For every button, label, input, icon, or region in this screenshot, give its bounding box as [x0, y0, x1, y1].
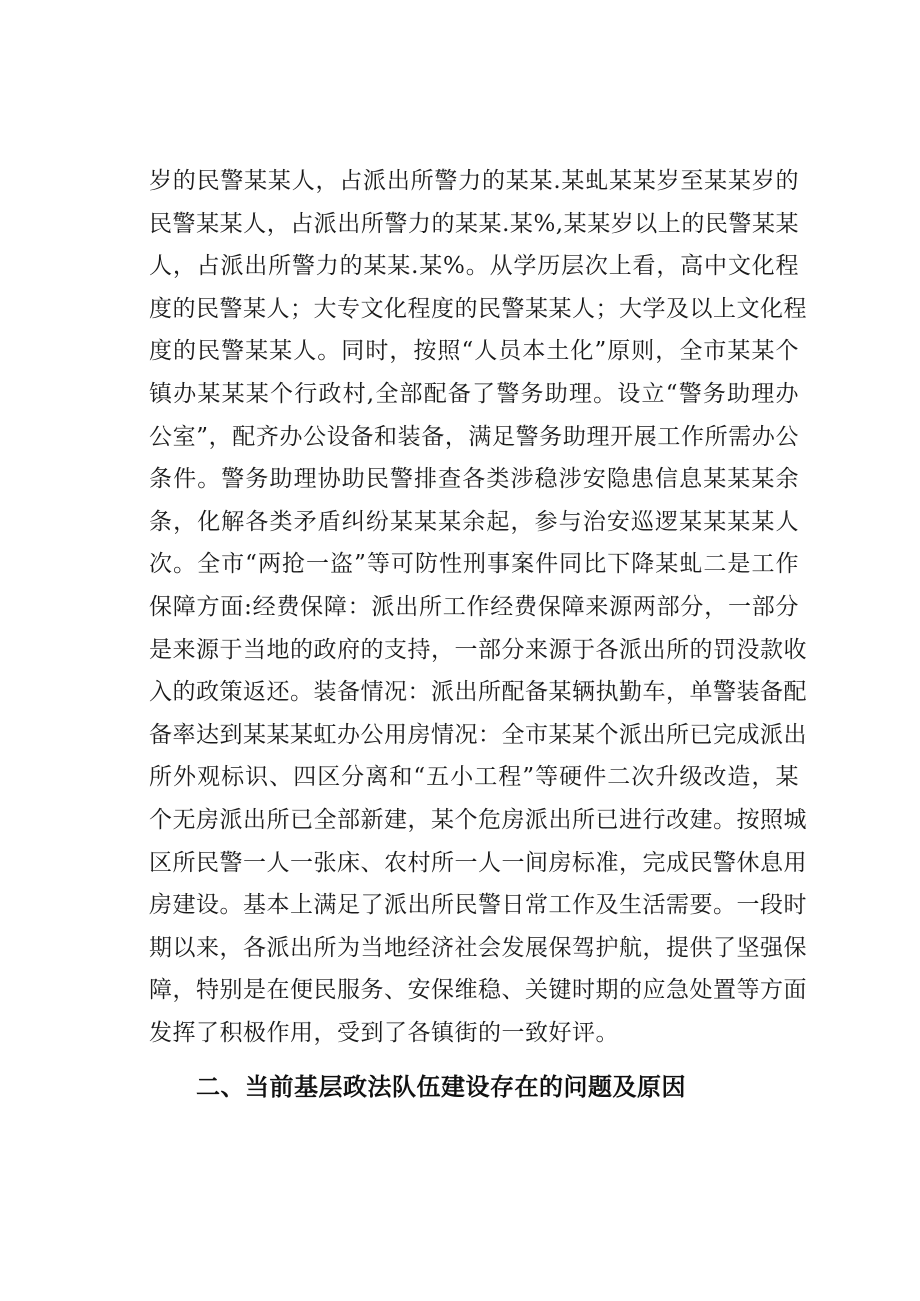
- text-line: 岁的民警某某人，占派出所警力的某某.某虬某某岁至某某岁的: [149, 168, 799, 194]
- body-paragraph: [149, 160, 807, 1054]
- text-line: 条，化解各类矛盾纠纷某某某余起，参与治安巡逻某某某某人: [149, 508, 799, 535]
- text-line: 民警某某人，占派出所警力的某某.某%,某某岁以上的民警某某: [149, 210, 799, 237]
- text-line: 区所民警一人一张床、农村所一人一间房标准，完成民警休息用: [149, 849, 807, 876]
- text-line: 人，占派出所警力的某某.某%。从学历层次上看，高中文化程: [149, 253, 799, 280]
- text-line: 个无房派出所已全部新建，某个危房派出所已进行改建。按照城: [149, 806, 807, 833]
- text-line: 入的政策返还。装备情况：派出所配备某辆执勤车，单警装备配: [149, 679, 807, 706]
- text-line: 度的民警某人；大专文化程度的民警某某人；大学及以上文化程: [149, 295, 807, 322]
- text-line: 发挥了积极作用，受到了各镇街的一致好评。: [149, 1019, 619, 1046]
- text-line: 公室”，配齐办公设备和装备，满足警务助理开展工作所需办公: [149, 423, 799, 450]
- text-line: 次。全市“两抢一盗”等可防性刑事案件同比下降某虬二是工作: [149, 551, 799, 578]
- text-line: 保障方面:经费保障：派出所工作经费保障来源两部分，一部分: [149, 593, 799, 620]
- text-line: 备率达到某某某虹办公用房情况：全市某某个派出所已完成派出: [149, 721, 807, 748]
- text-line: 所外观标识、四区分离和“五小工程”等硬件二次升级改造，某: [149, 764, 799, 791]
- text-line: 度的民警某某人。同时，按照“人员本土化”原则，全市某某个: [149, 338, 799, 365]
- text-line: 障，特别是在便民服务、安保维稳、关键时期的应急处置等方面: [149, 977, 807, 1004]
- text-line: 镇办某某某个行政村,全部配备了警务助理。设立“警务助理办: [149, 380, 799, 407]
- text-line: 条件。警务助理协助民警排查各类涉稳涉安隐患信息某某某余: [149, 466, 799, 493]
- text-line: 房建设。基本上满足了派出所民警日常工作及生活需要。一段时: [149, 892, 807, 919]
- section-heading: 二、当前基层政法队伍建设存在的问题及原因: [196, 1073, 686, 1101]
- text-line: 是来源于当地的政府的支持，一部分来源于各派出所的罚没款收: [149, 636, 807, 663]
- text-line: 期以来，各派出所为当地经济社会发展保驾护航，提供了坚强保: [149, 934, 807, 961]
